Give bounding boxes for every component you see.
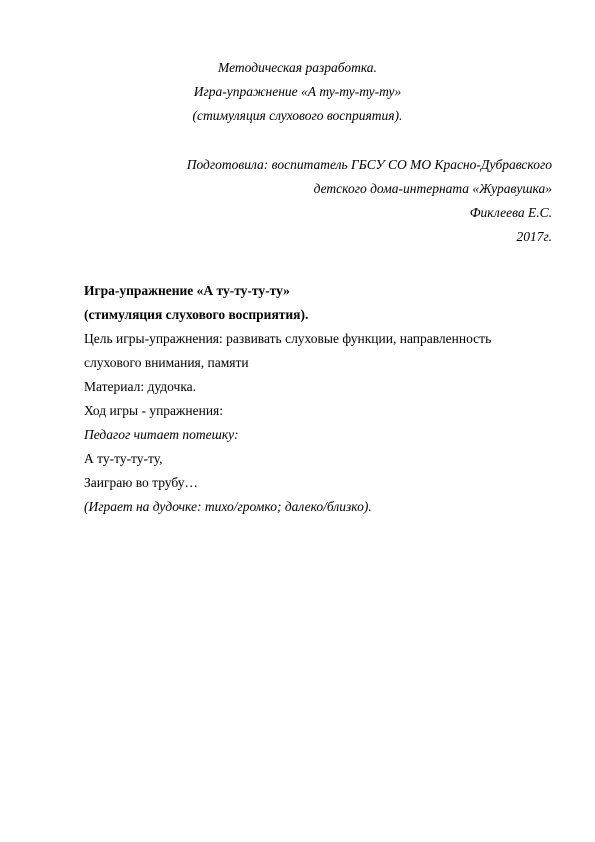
action-line: (Играет на дудочке: тихо/громко; далеко/близко). — [84, 499, 372, 514]
header-line-subtitle: (стимуляция слухового восприятия). — [192, 108, 403, 123]
body-subtitle: (стимуляция слухового восприятия). — [84, 307, 309, 322]
author-line-prepared-by: Подготовила: воспитатель ГБСУ СО МО Красно-Дубравского — [186, 157, 552, 172]
body-title: Игра-упражнение «А ту-ту-ту-ту» — [84, 283, 290, 298]
header-line-method: Методическая разработка. — [218, 60, 377, 75]
material-line: Материал: дудочка. — [84, 379, 197, 394]
verse-line-2: Заиграю во трубу… — [84, 475, 198, 490]
author-line-name: Фиклеева Е.С. — [469, 205, 552, 220]
author-line-institution: детского дома-интерната «Журавушка» — [313, 181, 552, 196]
header-line-game-title: Игра-упражнение «А ту-ту-ту-ту» — [193, 84, 402, 99]
author-info — [187, 153, 552, 249]
verse-line-1: А ту-ту-ту-ту, — [84, 451, 163, 466]
teacher-reads-line: Педагог читает потешку: — [84, 427, 239, 442]
document-body — [84, 279, 544, 519]
goal-line-1: Цель игры-упражнения: развивать слуховые функции, направленность — [84, 331, 492, 346]
document-header — [0, 56, 595, 128]
goal-line-2: слухового внимания, памяти — [84, 355, 249, 370]
author-line-year: 2017г. — [516, 229, 552, 244]
procedure-line: Ход игры - упражнения: — [84, 403, 224, 418]
